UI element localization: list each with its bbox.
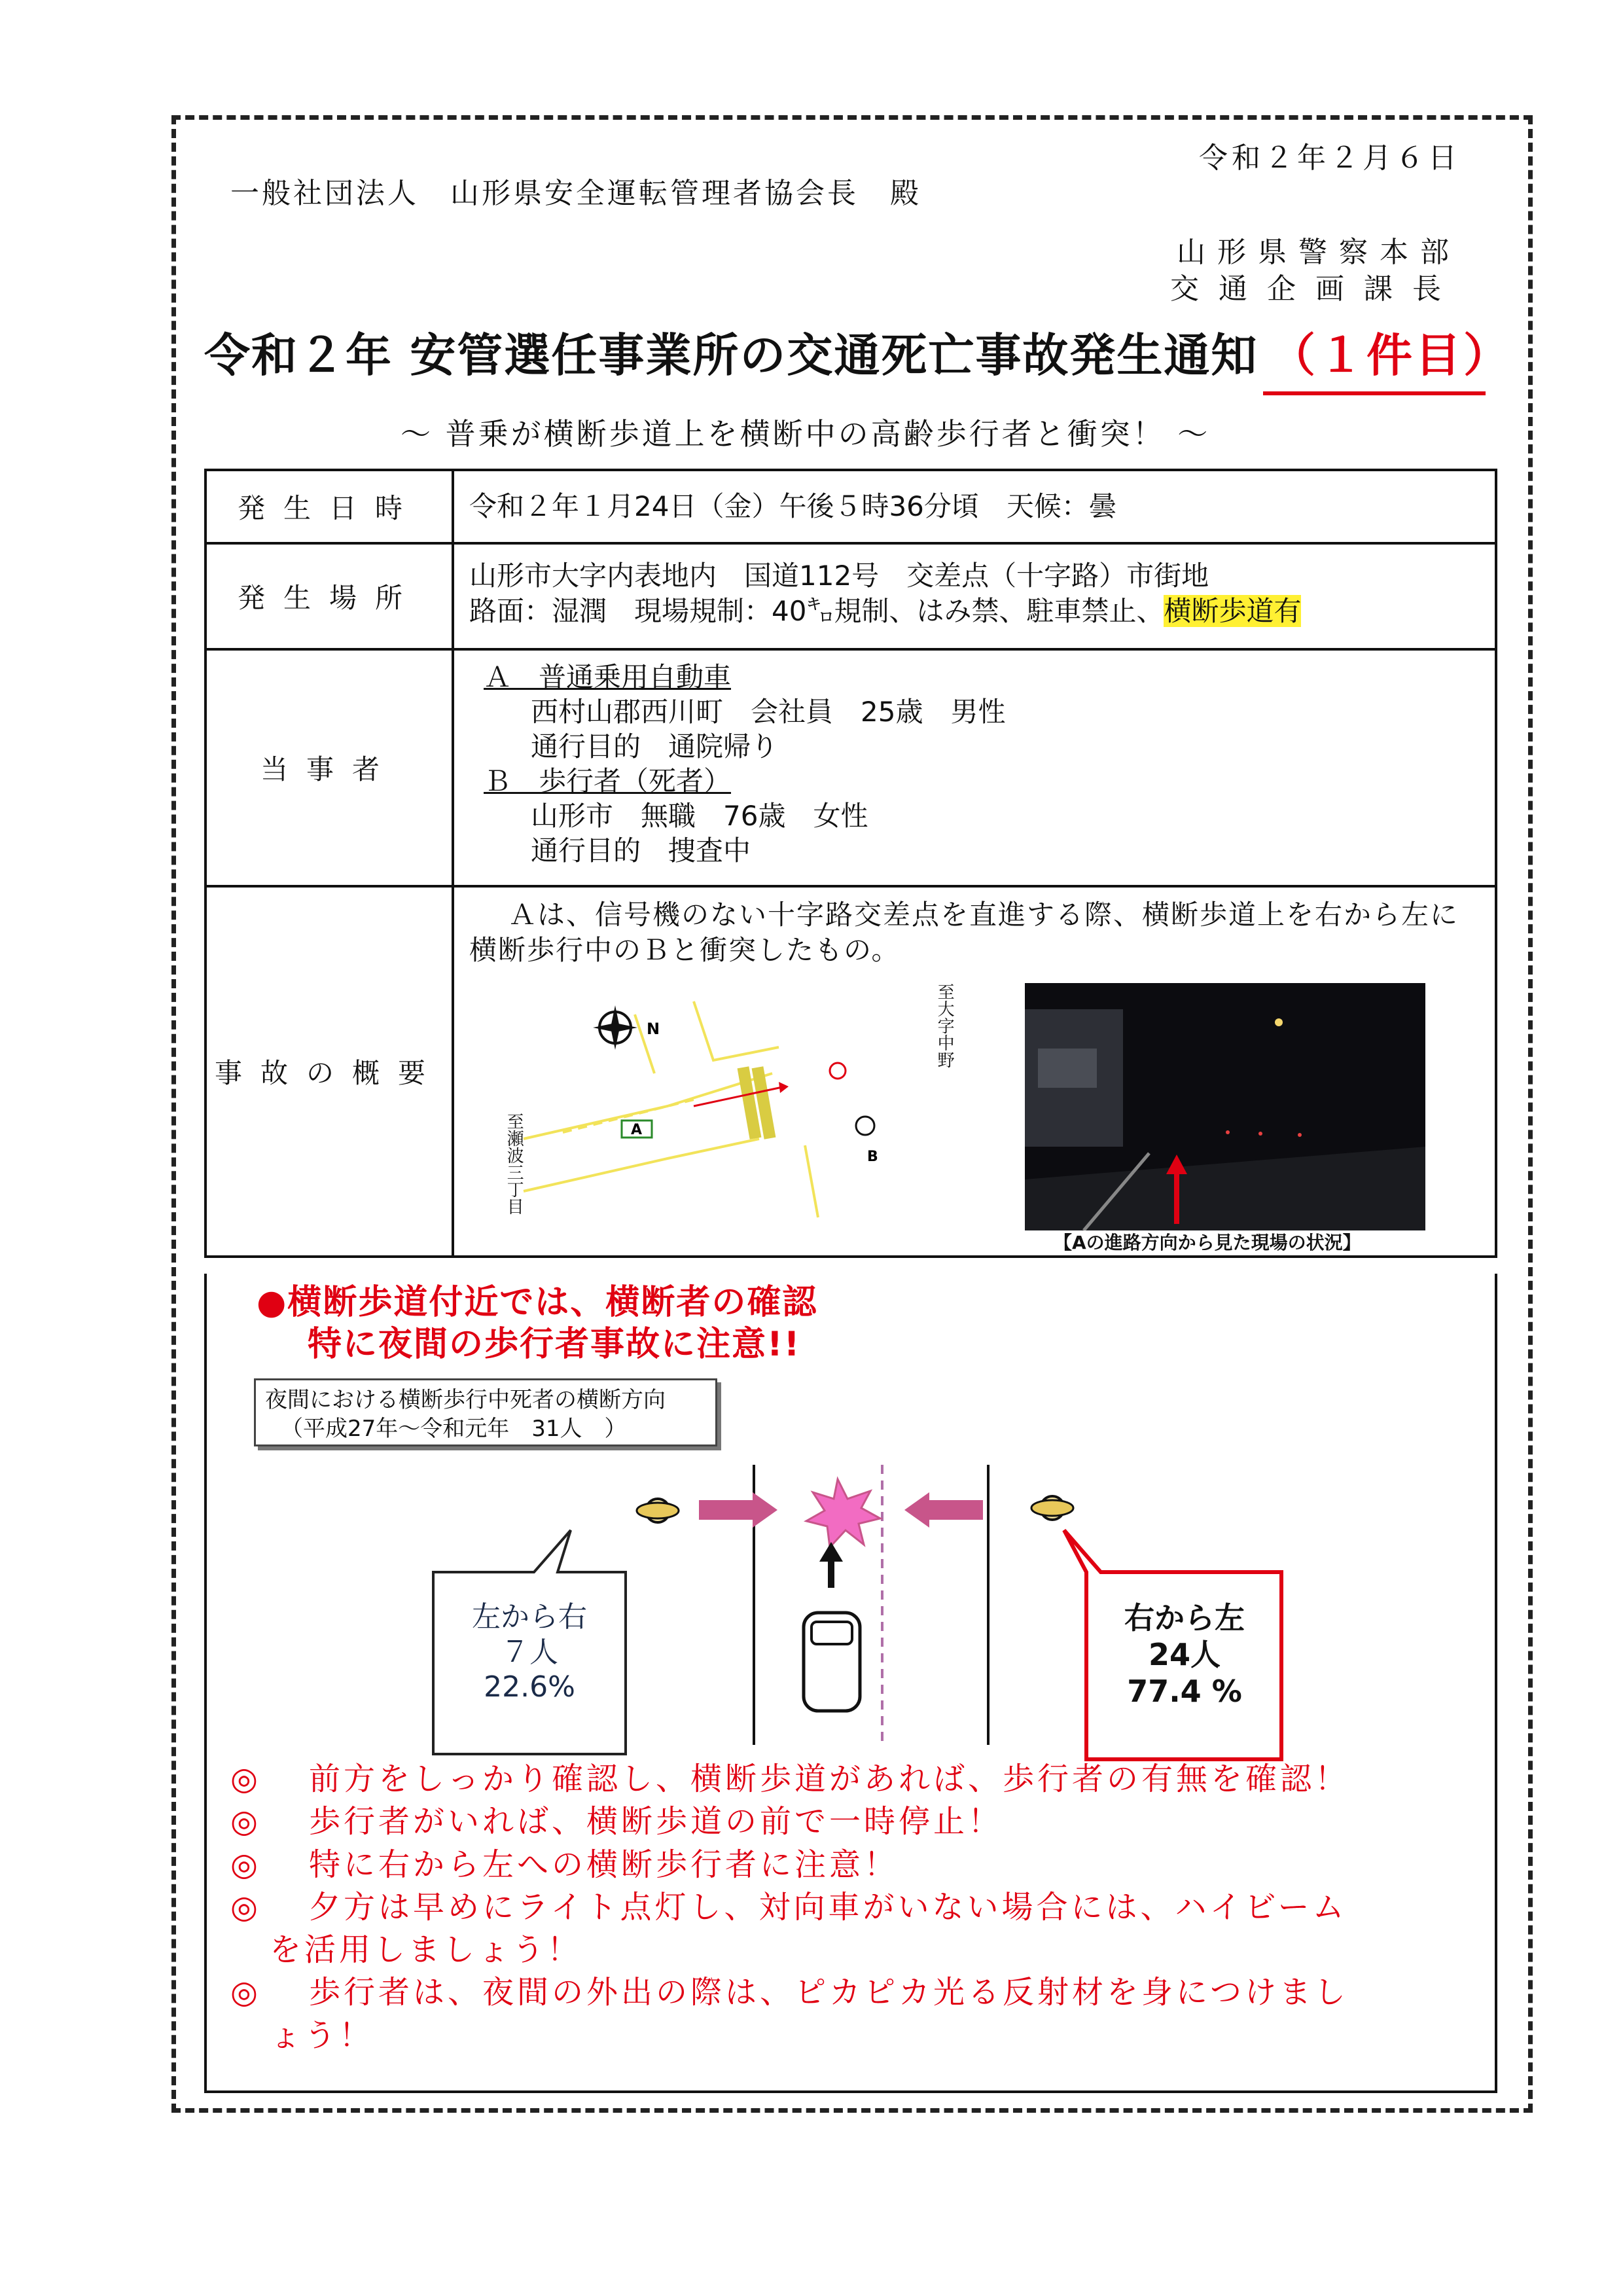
bullet-item [230,1886,1493,1929]
left-direction: 左から右 [472,1600,587,1634]
party-cell [453,649,1496,886]
accident-map [497,975,969,1250]
party-a-head: Ａ 普通乗用自動車 [484,661,732,693]
left-stat-text [435,1600,624,1705]
bullet-text: 特に右から左への横断歩行者に注意！ [309,1846,899,1883]
issuer-line-2: 交通企画課長 [1170,272,1461,306]
stat-period: （平成27年～令和元年 31人 ） [281,1416,627,1443]
map-mark-b: B [867,1149,878,1165]
road-edge [805,1145,818,1217]
road-edge [694,1001,779,1060]
car-windshield [812,1622,852,1644]
bullet-continuation: を活用しましょう！ [270,1931,582,1969]
place-line-1: 山形市大字内表地内 国道112号 交差点（十字路）市街地 [469,560,1209,592]
path-arrowhead [779,1082,789,1093]
map-dir-top: 至大字中野 [935,983,955,1068]
party-b-head: Ｂ 歩行者（死者） [484,764,732,797]
pedestrian-b-mark [856,1117,874,1135]
bullet-item [230,1801,1493,1843]
issue-date: 令和２年２月６日 [1199,141,1461,175]
place-cell [453,543,1496,649]
right-direction: 右から左 [1124,1600,1245,1636]
bullet-mark: ◎ [230,1803,261,1840]
place-line-2-text: 路面：湿潤 現場規制：40㌔規制、はみ禁、駐車禁止、 [469,594,1164,627]
issuer-line-1: 山形県警察本部 [1177,236,1461,269]
party-label: 当事者 [205,649,453,886]
addressee: 一般社団法人 山形県安全運転管理者協会長 殿 [230,177,921,210]
bullet-mark: ◎ [230,1974,261,2011]
road-edge [524,1139,759,1191]
party-b-line-1: 山形市 無職 76歳 女性 [531,799,868,832]
vehicle-a-path [694,1086,785,1106]
right-count: 24人 [1148,1637,1221,1673]
bullet-mark: ◎ [230,1888,261,1926]
map-north-label: N [647,1020,660,1038]
bullet-text: 歩行者がいれば、横断歩道の前で一時停止！ [309,1803,1003,1840]
datetime-label: 発生日時 [205,470,453,543]
place-label: 発生場所 [205,543,453,649]
stat-box [254,1378,717,1446]
bullet-continuation: ょう！ [270,2017,374,2054]
right-percent: 77.4 % [1127,1674,1242,1710]
datetime-cell [453,470,1496,543]
collision-icon [806,1479,880,1547]
safety-bullets [230,1758,1493,2057]
summary-line-1: Ａは、信号機のない十字路交差点を直進する際、横断歩道上を右から左に [508,899,1459,931]
page-subtitle: ～ 普乗が横断歩道上を横断中の高齢歩行者と衝突！ ～ [401,416,1211,452]
left-percent: 22.6% [484,1670,575,1704]
bullet-text: 歩行者は、夜間の外出の際は、ピカピカ光る反射材を身につけまし [309,1974,1349,2011]
crosswalk-highlight: 横断歩道有 [1164,594,1302,627]
incident-count: （１件目） [1270,329,1512,382]
left-count: ７人 [501,1635,558,1669]
photo-caption: 【Aの進路方向から見た現場の状況】 [1054,1232,1361,1253]
pedestrian-right-icon [1031,1496,1073,1520]
warning-line-1: ●横断歩道付近では、横断者の確認 [257,1283,818,1322]
summary-line-2: 横断歩行中のＢと衝突したもの。 [469,933,901,966]
bullet-item [230,1758,1493,1801]
page-title: 令和２年 安管選任事業所の交通死亡事故発生通知 [204,329,1258,382]
title-underline [1263,391,1486,395]
map-mark-a: A [631,1122,643,1138]
car-direction-arrowhead [819,1542,843,1562]
pedestrian-left-icon [637,1499,679,1522]
pedestrian-right-arrow-icon [904,1492,983,1528]
map-dir-left: 至瀬波三丁目 [504,1113,524,1215]
bullet-text: 前方をしっかり確認し、横断歩道があれば、歩行者の有無を確認！ [309,1761,1350,1797]
right-stat-text [1088,1600,1281,1710]
bullet-item [230,1971,1493,2014]
warning-line-2: 特に夜間の歩行者事故に注意!! [308,1325,801,1364]
bullet-text: 夕方は早めにライト点灯し、対向車がいない場合には、ハイビーム [309,1888,1347,1926]
summary-label: 事故の概要 [205,886,453,1257]
bullet-mark: ◎ [230,1761,261,1797]
party-b-line-2: 通行目的 捜査中 [531,834,751,867]
stat-title: 夜間における横断歩行中死者の横断方向 [265,1387,666,1413]
scene-photo [1025,983,1425,1230]
collision-mark [830,1063,846,1079]
datetime-value: 令和２年１月24日（金）午後５時36分頃 天候：曇 [469,490,1116,522]
party-a-line-1: 西村山郡西川町 会社員 25歳 男性 [531,695,1006,728]
compass-icon [593,1005,637,1050]
party-a-line-2: 通行目的 通院帰り [531,730,779,762]
place-line-2 [469,594,1480,629]
bullet-item [230,1844,1493,1886]
pedestrian-left-arrow-icon [699,1492,777,1528]
bullet-mark: ◎ [230,1846,261,1883]
